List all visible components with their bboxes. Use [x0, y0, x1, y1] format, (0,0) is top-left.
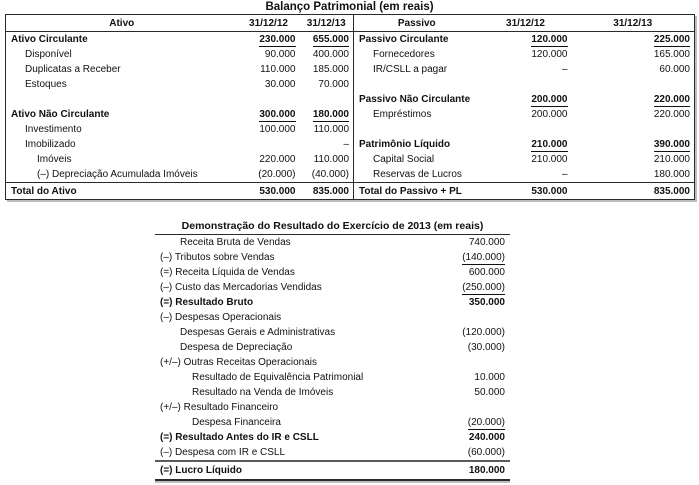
column-header-date1: 31/12/12	[238, 15, 300, 32]
amount-cell: 30.000	[264, 79, 296, 90]
dre-label: (+/–) Outras Receitas Operacionais	[160, 357, 318, 368]
dre-amount: (20.000)	[467, 417, 505, 428]
account-label	[354, 77, 480, 92]
amount-cell: –	[561, 64, 568, 75]
dre-label: Despesas Gerais e Administrativas	[180, 327, 336, 338]
dre-row	[155, 461, 510, 480]
balance-body	[6, 32, 695, 200]
balance-row	[6, 152, 695, 167]
dre-body	[155, 235, 510, 481]
amount-cell: 210.000	[531, 139, 568, 150]
balance-row	[6, 47, 695, 62]
amount-cell: 220.000	[653, 94, 690, 105]
account-label: Capital Social	[373, 154, 435, 165]
dre-amount: 10.000	[474, 372, 505, 383]
account-label: IR/CSLL a pagar	[373, 64, 448, 75]
account-label: Fornecedores	[373, 49, 435, 60]
amount-cell	[572, 122, 695, 137]
amount-cell: 300.000	[259, 109, 296, 120]
balance-row	[6, 92, 695, 107]
amount-cell	[572, 77, 695, 92]
amount-cell: 655.000	[300, 32, 354, 48]
dre-row	[155, 370, 510, 385]
dre-row	[155, 295, 510, 310]
account-label: Total do Ativo	[6, 183, 238, 200]
amount-cell: 110.000	[300, 122, 354, 137]
dre-row	[155, 310, 510, 325]
account-label	[6, 92, 238, 107]
dre-label: Receita Bruta de Vendas	[180, 237, 291, 248]
dre-row	[155, 280, 510, 295]
dre-row	[155, 400, 510, 415]
amount-cell: (20.000)	[258, 169, 296, 180]
amount-cell	[480, 122, 572, 137]
amount-cell	[480, 77, 572, 92]
amount-cell: 390.000	[653, 139, 690, 150]
column-header-ativo: Ativo	[6, 15, 238, 32]
amount-cell: 110.000	[300, 152, 354, 167]
dre-amount: (60.000)	[467, 447, 505, 458]
dre-amount	[417, 400, 510, 415]
account-label: Imóveis	[37, 154, 72, 165]
dre-label: (=) Resultado Bruto	[160, 297, 254, 308]
amount-cell: 180.000	[653, 169, 690, 180]
amount-cell: 200.000	[531, 109, 568, 120]
amount-cell: 110.000	[260, 64, 296, 75]
amount-cell	[300, 92, 354, 107]
dre-label: (–) Custo das Mercadorias Vendidas	[160, 282, 322, 293]
dre-label: Despesa Financeira	[192, 417, 281, 428]
amount-cell: 530.000	[238, 183, 300, 200]
amount-cell: 530.000	[480, 183, 572, 200]
dre-amount	[417, 310, 510, 325]
dre-row	[155, 385, 510, 400]
dre-row	[155, 250, 510, 265]
dre-row	[155, 430, 510, 445]
amount-cell: 120.000	[531, 49, 568, 60]
balance-row	[6, 32, 695, 48]
account-label: Total do Passivo + PL	[354, 183, 480, 200]
dre-amount: 180.000	[417, 461, 510, 480]
balance-row	[6, 122, 695, 137]
dre-row	[155, 265, 510, 280]
account-label: Investimento	[25, 124, 82, 135]
income-statement-title: Demonstração do Resultado do Exercício de 2013 (em reais)	[181, 220, 484, 232]
amount-cell: 60.000	[659, 64, 690, 75]
amount-cell: –	[561, 169, 568, 180]
amount-cell: 185.000	[300, 62, 354, 77]
dre-row	[155, 355, 510, 370]
dre-row	[155, 340, 510, 355]
balance-row	[6, 62, 695, 77]
amount-cell: 100.000	[259, 124, 296, 135]
account-label: Passivo Não Circulante	[359, 94, 471, 105]
account-label: Disponível	[25, 49, 72, 60]
dre-row	[155, 235, 510, 251]
balance-row	[6, 137, 695, 152]
income-statement-table	[155, 234, 510, 481]
balance-row	[6, 107, 695, 122]
account-label: (–) Depreciação Acumulada Imóveis	[37, 169, 198, 180]
dre-label: (+/–) Resultado Financeiro	[160, 402, 279, 413]
dre-label: (–) Tributos sobre Vendas	[160, 252, 275, 263]
dre-label: Resultado de Equivalência Patrimonial	[192, 372, 364, 383]
amount-cell: (40.000)	[300, 167, 354, 183]
dre-amount: (120.000)	[462, 327, 505, 338]
balance-row	[6, 167, 695, 183]
dre-label: (=) Lucro Líquido	[155, 461, 417, 480]
dre-label: (=) Receita Líquida de Vendas	[160, 267, 295, 278]
balance-header-row	[6, 15, 695, 32]
dre-amount	[417, 355, 510, 370]
amount-cell	[238, 92, 300, 107]
balance-sheet-title: Balanço Patrimonial (em reais)	[265, 1, 434, 13]
amount-cell: 230.000	[259, 34, 296, 45]
amount-cell: 90.000	[264, 49, 296, 60]
dre-label: Resultado na Venda de Imóveis	[192, 387, 334, 398]
amount-cell: –	[300, 137, 354, 152]
balance-row	[6, 77, 695, 92]
amount-cell	[238, 137, 300, 152]
dre-amount: 50.000	[474, 387, 505, 398]
account-label	[354, 122, 480, 137]
amount-cell: 70.000	[300, 77, 354, 92]
dre-amount: (140.000)	[462, 252, 505, 263]
account-label: Estoques	[25, 79, 67, 90]
account-label: Reservas de Lucros	[373, 169, 462, 180]
account-label: Empréstimos	[373, 109, 432, 120]
amount-cell: 210.000	[531, 154, 568, 165]
amount-cell: 120.000	[531, 34, 568, 45]
dre-row	[155, 325, 510, 340]
amount-cell: 400.000	[300, 47, 354, 62]
column-header-date2: 31/12/13	[300, 15, 354, 32]
column-header-date4: 31/12/13	[572, 15, 695, 32]
amount-cell: 180.000	[300, 107, 354, 122]
amount-cell: 165.000	[653, 49, 690, 60]
amount-cell: 835.000	[300, 183, 354, 200]
dre-amount: 240.000	[468, 432, 505, 443]
balance-row	[6, 183, 695, 200]
amount-cell: 220.000	[653, 109, 690, 120]
dre-label: (–) Despesa com IR e CSLL	[160, 447, 286, 458]
amount-cell: 220.000	[259, 154, 296, 165]
account-label: Ativo Circulante	[11, 34, 88, 45]
amount-cell: 225.000	[653, 34, 690, 45]
dre-amount: 740.000	[468, 237, 505, 248]
column-header-passivo: Passivo	[354, 15, 480, 32]
balance-sheet-table	[5, 14, 695, 200]
dre-label: Despesa de Depreciação	[180, 342, 293, 353]
amount-cell: 200.000	[531, 94, 568, 105]
dre-row	[155, 445, 510, 461]
account-label: Passivo Circulante	[359, 34, 449, 45]
account-label: Duplicatas a Receber	[25, 64, 121, 75]
account-label: Patrimônio Líquido	[359, 139, 451, 150]
amount-cell: 835.000	[572, 183, 695, 200]
dre-amount: 600.000	[468, 267, 505, 278]
dre-amount: (250.000)	[462, 282, 505, 293]
column-header-date3: 31/12/12	[480, 15, 572, 32]
dre-label: (=) Resultado Antes do IR e CSLL	[160, 432, 319, 443]
account-label: Ativo Não Circulante	[11, 109, 110, 120]
dre-amount: 350.000	[468, 297, 505, 308]
dre-row	[155, 415, 510, 430]
account-label: Imobilizado	[25, 139, 76, 150]
dre-label: (–) Despesas Operacionais	[160, 312, 282, 323]
dre-amount: (30.000)	[467, 342, 505, 353]
amount-cell: 210.000	[653, 154, 690, 165]
